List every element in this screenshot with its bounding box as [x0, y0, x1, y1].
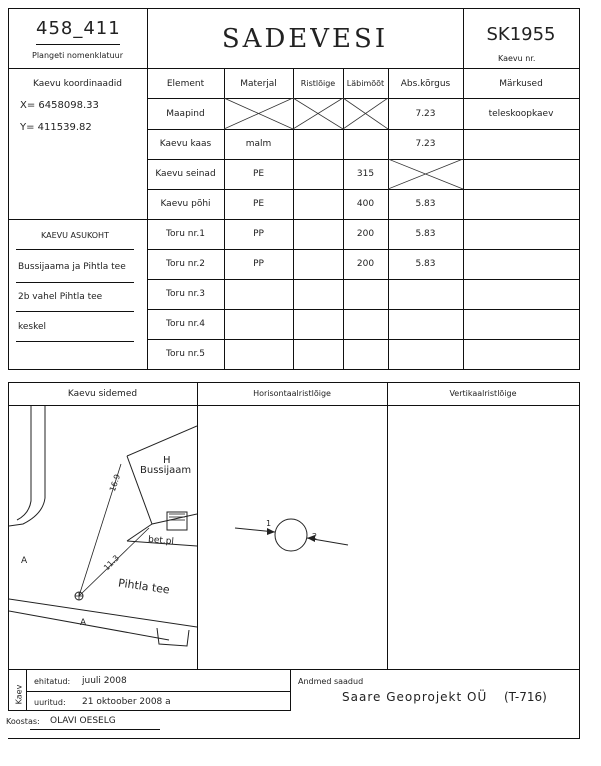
surveyed-value: 21 oktoober 2008 a [82, 697, 171, 707]
table-cell-element: Kaevu põhi [160, 199, 211, 209]
col-header-section: Ristlõige [300, 79, 336, 88]
data-from-label: Andmed saadud [298, 677, 364, 686]
nomenclature-value: 458_411 [36, 18, 121, 39]
well-number-label: Kaevu nr. [498, 54, 536, 63]
table-cell-diameter: 200 [356, 259, 375, 269]
location-line: Bussijaama ja Pihtla tee [18, 262, 126, 272]
table-cell-elevation: 5.83 [415, 259, 436, 269]
crossed-cells [224, 98, 389, 129]
table-cell-material: PP [253, 259, 264, 269]
table-cell-element: Toru nr.2 [166, 259, 205, 269]
col-header-notes: Märkused [499, 79, 543, 89]
table-cell-element: Toru nr.3 [166, 289, 205, 299]
pipe-label-2: 2 [312, 532, 318, 541]
section-title-horizontal: Horisontaalristlõige [253, 389, 331, 398]
location-line: 2b vahel Pihtla tee [18, 292, 103, 302]
document-title: SADEVESI [221, 24, 389, 54]
sketch-dim-2: 11.3 [102, 553, 121, 573]
table-cell-material: malm [245, 139, 272, 149]
table-cell-elevation: 5.83 [415, 229, 436, 239]
built-label: ehitatud: [34, 677, 71, 686]
table-cell-elevation: 7.23 [415, 139, 436, 149]
sketch-dim-1: 16.9 [108, 473, 123, 493]
table-cell-material: PE [252, 199, 265, 209]
sketch-building-name: Bussijaam [140, 465, 192, 476]
pipe-label-1: 1 [266, 519, 272, 528]
location-line: keskel [18, 322, 47, 332]
sketch-zone-a: A [21, 556, 28, 566]
location-title: KAEVU ASUKOHT [41, 231, 109, 240]
sketch-building-h: H [163, 455, 171, 466]
table-cell-element: Kaevu kaas [159, 139, 212, 149]
sketch-zone-a: A [80, 618, 87, 628]
table-cell-diameter: 400 [356, 199, 375, 209]
table-cell-notes: teleskoopkaev [488, 109, 554, 119]
crossed-cell [388, 159, 464, 190]
col-header-elevation: Abs.kõrgus [400, 79, 451, 89]
table-cell-diameter: 200 [356, 229, 375, 239]
table-cell-element: Toru nr.4 [166, 319, 205, 329]
section-title-ties: Kaevu sidemed [67, 389, 138, 399]
col-header-material: Materjal [240, 79, 277, 89]
sketch-concrete: bet.pl [147, 534, 175, 548]
well-number: SK1955 [486, 24, 556, 45]
col-header-element: Element [166, 79, 205, 89]
col-header-diameter: Läbimõõt [346, 79, 385, 88]
table-cell-material: PE [252, 169, 265, 179]
table-cell-element: Toru nr.5 [166, 349, 205, 359]
table-cell-element: Kaevu seinad [155, 169, 216, 179]
coord-x: X= 6458098.33 [20, 100, 99, 111]
table-cell-material: PP [253, 229, 264, 239]
author-value: OLAVI OESELG [50, 716, 116, 726]
table-cell-element: Maapind [166, 109, 205, 119]
data-from-value: Saare Geoprojekt OÜ [342, 690, 488, 704]
coord-y: Y= 411539.82 [20, 122, 92, 133]
section-title-vertical: Vertikaalristlõige [449, 389, 517, 398]
footer-side-label: Kaev [14, 684, 24, 705]
sketch-street: Pihtla tee [117, 576, 171, 597]
surveyed-label: uuritud: [34, 698, 66, 707]
nomenclature-label: Plangeti nomenklatuur [32, 51, 123, 60]
table-cell-element: Toru nr.1 [166, 229, 205, 239]
data-from-code: (T-716) [504, 690, 547, 704]
table-cell-elevation: 5.83 [415, 199, 436, 209]
author-label: Koostas: [6, 717, 40, 726]
horizontal-section-drawing [230, 510, 350, 560]
built-value: juuli 2008 [82, 676, 127, 686]
coords-title: Kaevu koordinaadid [32, 79, 122, 89]
table-cell-diameter: 315 [356, 169, 375, 179]
table-cell-elevation: 7.23 [415, 109, 436, 119]
